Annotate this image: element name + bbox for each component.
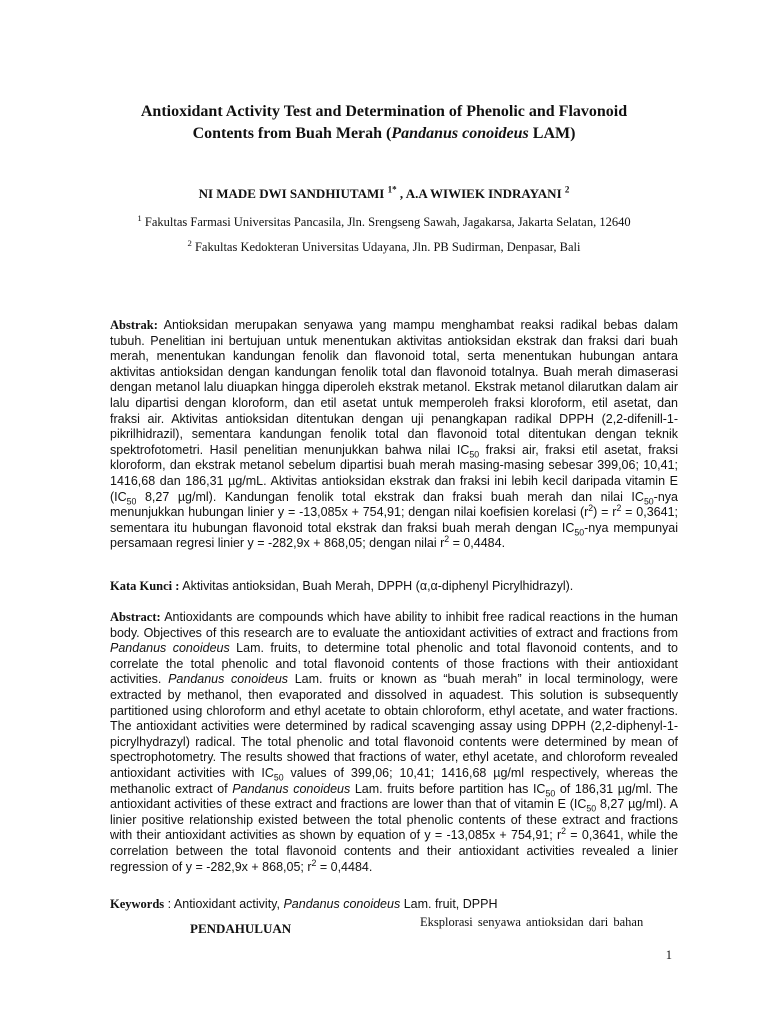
aff1-sup: 1 <box>137 212 142 223</box>
species-name: Pandanus conoideus <box>232 781 351 796</box>
aff1-text: Fakultas Farmasi Universitas Pancasila, Jln. Srengseng Sawah, Jagakarsa, Jakarta Selatan, 12640 <box>141 215 631 229</box>
author-1-sup: 1* <box>387 184 397 195</box>
species-name: Pandanus conoideus <box>283 897 401 911</box>
sub-50: 50 <box>586 803 597 814</box>
sub-50: 50 <box>273 772 284 783</box>
author-2-sup: 2 <box>564 184 570 195</box>
intro-first-line: Eksplorasi senyawa antioksidan dari bahan <box>420 915 644 929</box>
author-1: NI MADE DWI SANDHIUTAMI <box>198 186 385 201</box>
abstract-text-1: Antioxidants are compounds which have ability to inhibit free radical reactions in the human body. Objectives of this research are to evaluate the antioxidant activities of extract and fractions from <box>110 610 678 640</box>
page-number: 1 <box>665 948 672 962</box>
abstrak-text-5: ) = r <box>593 505 617 520</box>
abstract-text-5: Lam. fruits before partition has IC <box>350 781 546 796</box>
abstract-label: Abstract: <box>110 610 161 624</box>
sub-50: 50 <box>545 788 556 799</box>
abstract-text-6: of 186,31 µg/ml. The antioxidant activities of these extract and fractions are lower than that of vitamin E (IC <box>110 781 678 812</box>
author-line <box>80 185 688 203</box>
sup-2: 2 <box>616 502 622 513</box>
sub-50: 50 <box>126 496 137 507</box>
paper-title <box>80 101 688 145</box>
title-line-2b: LAM) <box>528 125 576 142</box>
abstrak-paragraph <box>110 318 678 552</box>
kata-kunci <box>110 578 690 594</box>
sup-2: 2 <box>444 534 450 545</box>
species-name: Pandanus conoideus <box>168 672 289 687</box>
sub-50: 50 <box>574 527 585 538</box>
abstract-text-8: = 0,3641, while the correlation between the total flavonoid contents and their antioxidant activities revealed a linier regression of y = -282,9x + 868,05; r <box>110 828 679 874</box>
sub-50: 50 <box>643 496 654 507</box>
abstract-paragraph <box>110 610 678 875</box>
affiliation-2 <box>80 239 688 256</box>
sup-2: 2 <box>561 826 567 837</box>
keywords-label: Keywords <box>110 897 165 911</box>
abstrak-text-8: = 0,4484. <box>449 536 506 551</box>
author-separator: , <box>396 186 406 201</box>
sup-2: 2 <box>588 502 594 513</box>
sup-2: 2 <box>311 857 317 868</box>
author-2: A.A WIWIEK INDRAYANI <box>405 186 562 201</box>
aff2-sup: 2 <box>187 237 192 248</box>
abstrak-text-7: -nya mempunyai persamaan regresi linier y = -282,9x + 868,05; dengan nilai r <box>110 520 678 551</box>
abstract-text-9: = 0,4484. <box>316 859 373 874</box>
abstrak-text-2: fraksi air, fraksi etil asetat, fraksi kloroform, dan ekstrak metanol sebelum dipartisi buah merah masing-masing sebesar 399,06; 10,41; 1416,68 dan 186,31 µg/mL. Aktivitas antioksidan ekstrak dan fraksi ini lebih kecil daripada vitamin E (IC <box>110 442 678 504</box>
species-name: Pandanus conoideus <box>110 641 230 656</box>
abstrak-text-4: -nya menunjukkan hubungan linier y = -13,085x + 754,91; dengan nilai koefisien korelasi (r <box>110 489 678 520</box>
kata-kunci-text: Aktivitas antioksidan, Buah Merah, DPPH (α,α-diphenyl Picrylhidrazyl). <box>179 579 574 593</box>
title-line-1: Antioxidant Activity Test and Determination of Phenolic and Flavonoid <box>140 103 628 120</box>
keywords-text-a: : Antioxidant activity, <box>164 897 284 911</box>
abstrak-text-1: Antioksidan merupakan senyawa yang mampu menghambat reaksi radikal bebas dalam tubuh. Penelitian ini bertujuan untuk menentukan aktivitas antioksidan ekstrak dan fraksi dari buah merah, menentukan kandungan fenolik dan flavonoid total, serta menentukan hubungan antara aktivitas antioksidan dengan kandungan fenolik total dan flavonoid totalnya. Buah merah dimaserasi dengan metanol lalu diuapkan hingga diperoleh ekstrak metanol. Ekstrak metanol dilarutkan dalam air lalu dipartisi dengan kloroform, dan etil asetat untuk memperoleh fraksi kloroform, etil asetat, dan fraksi air. Aktivitas antioksidan ditentukan dengan uji penangkapan radikal DPPH (2,2-difenill-1- pikrilhidrazil), sementara kandungan fenolik total dan flavonoid total ditentukan dengan teknik spektrofotometri. Hasil penelitian menunjukkan bahwa nilai IC <box>110 318 678 457</box>
abstrak-text-6: = 0,3641; sementara itu hubungan flavonoid total ekstrak dan fraksi buah merah dengan IC <box>110 505 679 535</box>
abstract-text-7: 8,27 µg/ml). A linier positive relationship existed between the total phenolic contents of these extract and fractions with their antioxidant activities as shown by equation of y = -13,085x + 754,91; r <box>110 797 678 843</box>
abstract-text-2: Lam. fruits, to determine total phenolic and total flavonoid contents, and to correlate the total phenolic and total flavonoid contents of those fractions with their antioxidant activities. <box>110 641 678 687</box>
title-species: Pandanus conoideus <box>391 125 529 142</box>
kata-kunci-label: Kata Kunci : <box>110 579 180 593</box>
affiliation-1 <box>80 214 688 231</box>
abstrak-text-3: 8,27 µg/ml). Kandungan fenolik total ekstrak dan fraksi buah merah dan nilai IC <box>136 489 644 504</box>
keywords-text-b: Lam. fruit, DPPH <box>400 897 498 911</box>
abstract-text-4: values of 399,06; 10,41; 1416,68 µg/ml respectively, whereas the methanolic extract of <box>110 765 678 796</box>
abstract-text-3: Lam. fruits or known as “buah merah” in local terminology, were extracted by methanol, then evaporated and dissolved in aquadest. This solution is subsequently partitioned using chloroform and ethyl acetate to obtain chloroform, ethyl acetate, and water fractions. The antioxidant activities were determined by radical scavenging assay using DPPH (2,2-diphenyl-1-picrylhydrazyl) radical. The total phenolic and total flavonoid contents were determined by mean of spectrophotometry. The results showed that fractions of water, ethyl acetate, and chloroform revealed antioxidant activities with IC <box>110 672 678 780</box>
sub-50: 50 <box>469 449 480 460</box>
abstrak-label: Abstrak: <box>110 318 158 332</box>
keywords <box>110 896 690 912</box>
section-heading-pendahuluan: PENDAHULUAN <box>190 921 292 936</box>
aff2-text: Fakultas Kedokteran Universitas Udayana, Jln. PB Sudirman, Denpasar, Bali <box>191 240 581 254</box>
title-line-2a: Contents from Buah Merah ( <box>192 125 392 142</box>
